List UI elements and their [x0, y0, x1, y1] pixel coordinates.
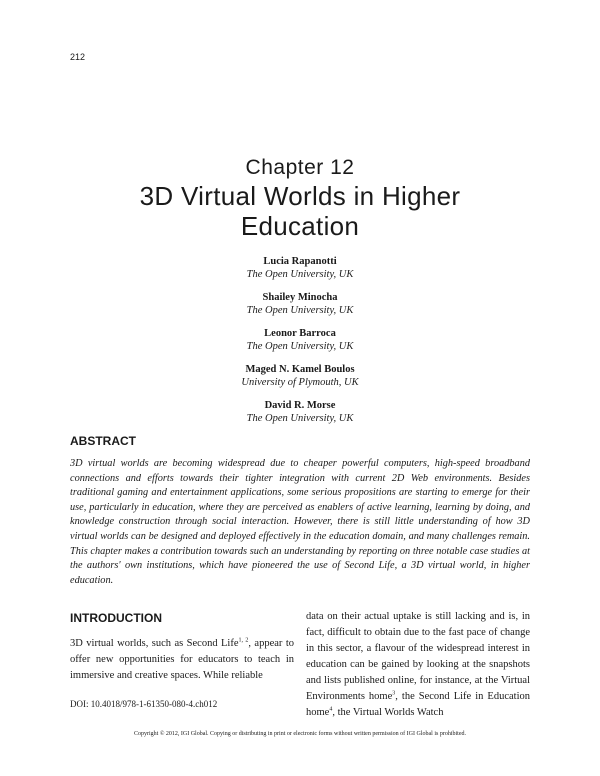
- author-affiliation: The Open University, UK: [246, 269, 354, 280]
- author-name: David R. Morse: [264, 400, 336, 411]
- page-number: 212: [70, 52, 86, 62]
- abstract-heading: ABSTRACT: [70, 434, 136, 448]
- author-name: Maged N. Kamel Boulos: [245, 364, 355, 375]
- intro-text: , appear to offer new opportunities for educators to teach in immersive and creative spaces. While reliable: [70, 638, 295, 681]
- chapter-label: Chapter 12: [245, 156, 355, 179]
- author-affiliation: The Open University, UK: [246, 305, 354, 316]
- intro-text: 3D virtual worlds, such as Second Life: [70, 638, 239, 649]
- author-block: [0, 327, 600, 353]
- author-block: [0, 255, 600, 281]
- author-affiliation: The Open University, UK: [246, 341, 354, 352]
- footnote-ref: 3: [392, 690, 396, 697]
- introduction-right-column: [306, 609, 530, 721]
- author-block: [0, 291, 600, 317]
- chapter-title: 3D Virtual Worlds in Higher Education: [139, 181, 461, 241]
- author-block: [0, 399, 600, 425]
- author-affiliation: The Open University, UK: [246, 413, 354, 424]
- intro-text: data on their actual uptake is still lacking and is, in fact, difficult to obtain due to the fast pace of change in this sector, a flavour of the widespread interest in education can be gained by looking at the snapshots and lists published online, for instance, at the Virtual Environments home: [306, 611, 530, 702]
- copyright-notice: Copyright © 2012, IGI Global. Copying or distributing in print or electronic forms without written permission of IGI Global is prohibited.: [133, 731, 466, 737]
- author-block: [0, 363, 600, 389]
- author-name: Shailey Minocha: [262, 292, 338, 303]
- author-name: Lucia Rapanotti: [263, 256, 337, 267]
- abstract-text: 3D virtual worlds are becoming widespread due to cheaper powerful computers, high-speed broadband connections and efforts towards their tighter integration with current 2D Web environments. Besides traditional gaming and entertainment applications, some serious propositions are starting to emerge for their use, particularly in education, where they are perceived as enablers of active learning, learning by doing, and knowledge construction through social interaction. However, there is still little understanding of how 3D virtual worlds can be designed and deployed effectively in the education domain, and many challenges remain. This chapter makes a contribution towards such an understanding by reporting on three notable case studies at the authors' own institutions, which have pioneered the use of Second Life, a 3D virtual world, in higher education.: [70, 458, 530, 586]
- footnote-ref: 4: [329, 706, 333, 713]
- intro-text: , the Virtual Worlds Watch: [332, 707, 444, 718]
- doi: DOI: 10.4018/978-1-61350-080-4.ch012: [70, 699, 218, 709]
- introduction-left-column: [70, 636, 294, 684]
- intro-text: , the Second Life in Education home: [306, 691, 530, 718]
- author-list: [0, 255, 600, 435]
- author-name: Leonor Barroca: [264, 328, 336, 339]
- introduction-heading: INTRODUCTION: [70, 611, 162, 625]
- footnote-ref: 1, 2: [238, 637, 249, 644]
- author-affiliation: University of Plymouth, UK: [241, 377, 359, 388]
